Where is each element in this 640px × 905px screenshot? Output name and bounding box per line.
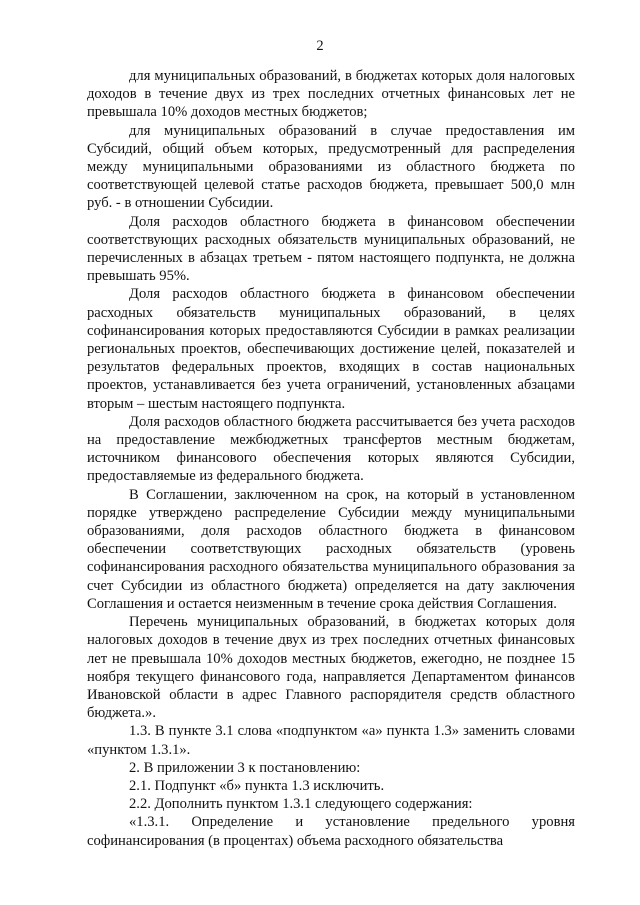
paragraph-7: Перечень муниципальных образований, в бюджетах которых доля налоговых доходов в течение двух из трех последних отчетных финансовых лет не превышала 10% доходов местных бюджетов, ежегодно, не позднее 15 ноября текущего финансового года, направляется Департаментом финансов Ивановской области в адрес Главного распорядителя средств областного бюджета.». bbox=[87, 614, 575, 722]
page-number: 2 bbox=[316, 38, 324, 54]
paragraph-8: 1.3. В пункте 3.1 слова «подпунктом «а» пункта 1.3» заменить словами «пунктом 1.3.1». bbox=[87, 723, 575, 758]
paragraph-3: Доля расходов областного бюджета в финансовом обеспечении соответствующих расходных обязательств муниципальных образований, не перечисленных в абзацах третьем - пятом настоящего подпункта, не должна превышать 95%. bbox=[87, 213, 575, 285]
paragraph-2: для муниципальных образований в случае предоставления им Субсидий, общий объем которых, предусмотренный для распределения между муниципальными образованиями из областного бюджета по соответствующей целевой статье расходов бюджета, превышает 500,0 млн руб. - в отношении Субсидии. bbox=[87, 122, 575, 212]
document-body bbox=[87, 67, 575, 850]
paragraph-4: Доля расходов областного бюджета в финансовом обеспечении расходных обязательств муниципальных образований, в целях софинансирования которых предоставляются Субсидии в рамках реализации региональных проектов, обеспечивающих достижение целей, показателей и результатов федеральных проектов, входящих в состав национальных проектов, устанавливается без учета ограничений, установленных абзацами вторым – шестым настоящего подпункта. bbox=[87, 286, 575, 412]
paragraph-10: 2.1. Подпункт «б» пункта 1.3 исключить. bbox=[129, 777, 385, 794]
paragraph-1: для муниципальных образований, в бюджетах которых доля налоговых доходов в течение двух из трех последних отчетных финансовых лет не превышала 10% доходов местных бюджетов; bbox=[87, 68, 575, 121]
paragraph-11: 2.2. Дополнить пунктом 1.3.1 следующего содержания: bbox=[129, 796, 473, 813]
paragraph-6: В Соглашении, заключенном на срок, на который в установленном порядке утверждено распределение Субсидии между муниципальными образованиями, доля расходов областного бюджета в финансовом обеспечении соответствующих расходных обязательств (уровень софинансирования расходного обязательства муниципального образования за счет Субсидии из областного бюджета) определяется на дату заключения Соглашения и остается неизменным в течение срока действия Соглашения. bbox=[87, 486, 575, 612]
paragraph-12: «1.3.1. Определение и установление предельного уровня софинансирования (в процентах) объема расходного обязательства bbox=[87, 814, 575, 849]
paragraph-9: 2. В приложении 3 к постановлению: bbox=[129, 759, 361, 776]
paragraph-5: Доля расходов областного бюджета рассчитывается без учета расходов на предоставление межбюджетных трансфертов местным бюджетам, источником финансового обеспечения которых являются Субсидии, предоставляемые из федерального бюджета. bbox=[87, 413, 575, 485]
